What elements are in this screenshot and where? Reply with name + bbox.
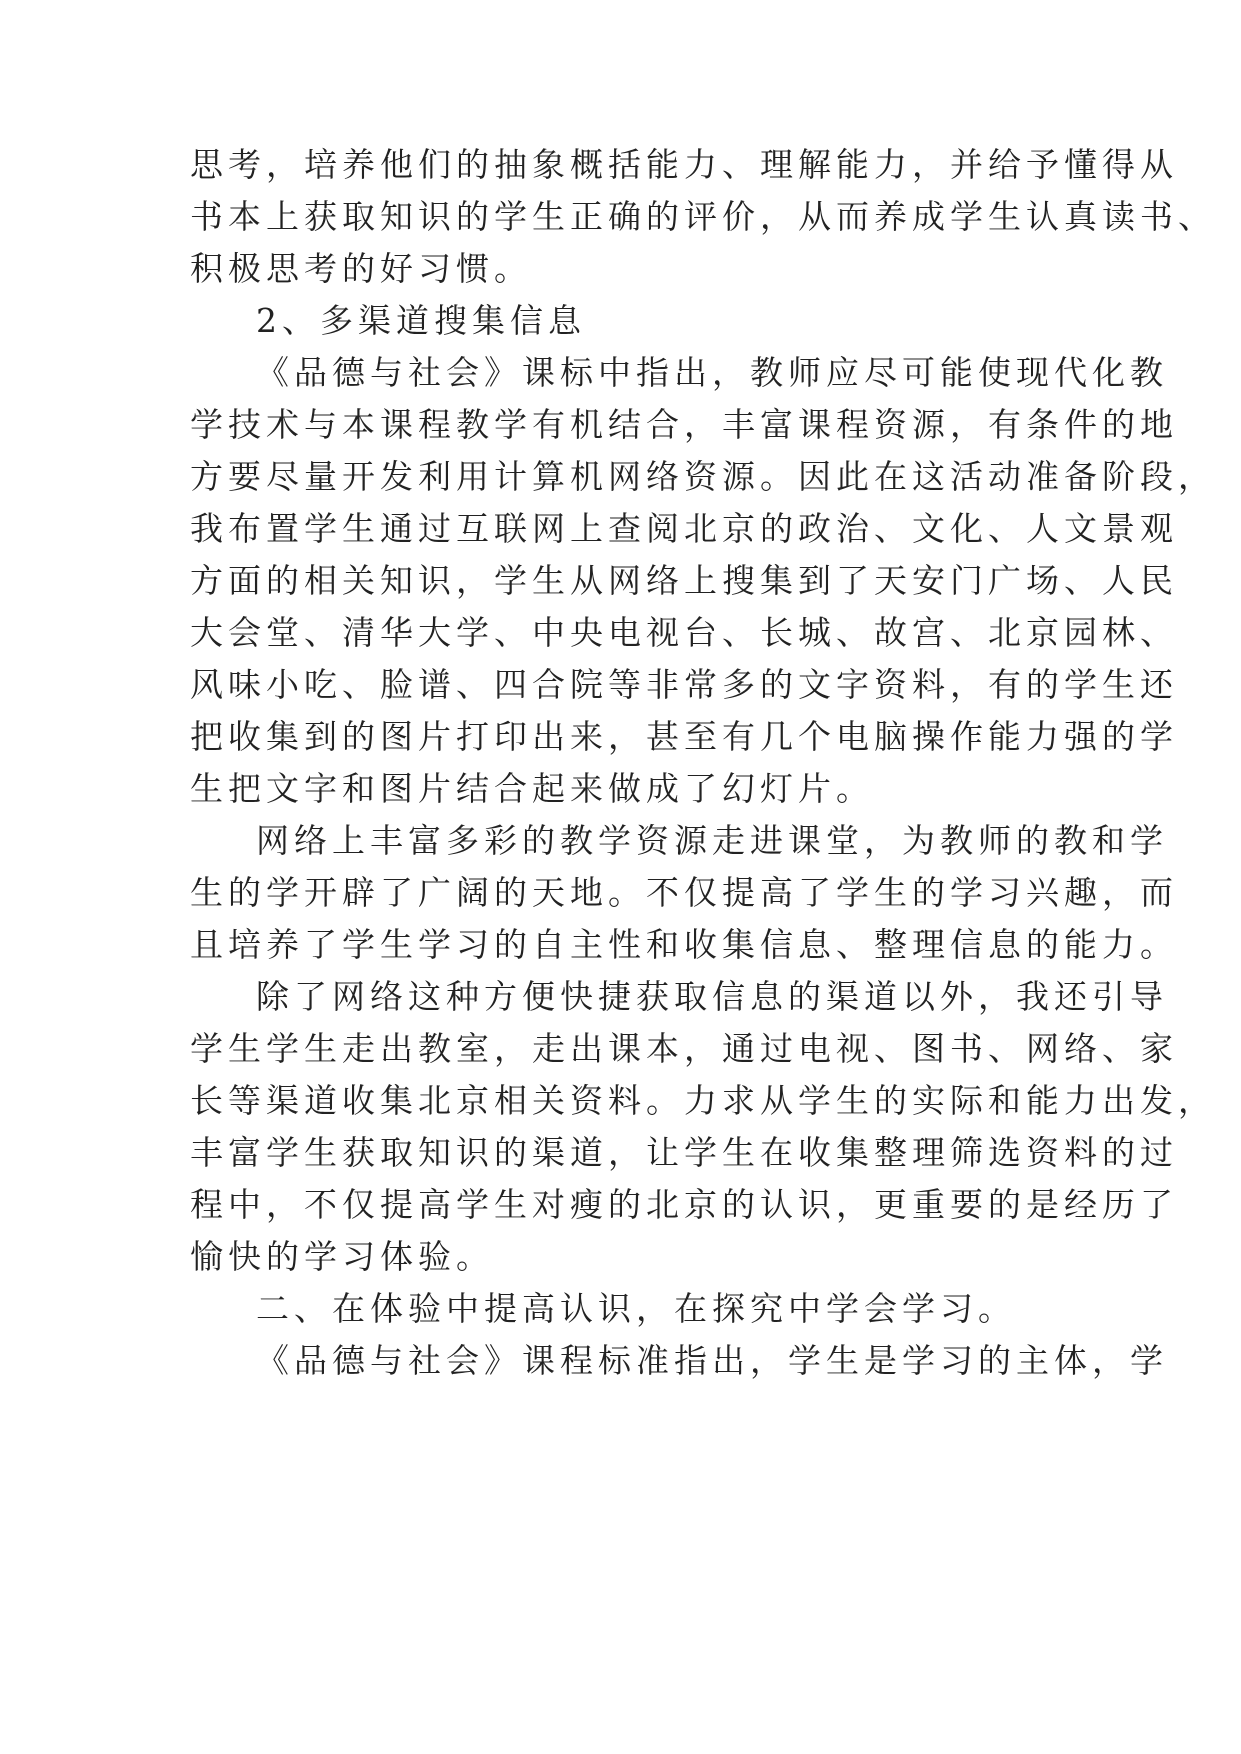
text-line: 我布置学生通过互联网上查阅北京的政治、文化、人文景观	[190, 509, 1178, 548]
text-line: 《品德与社会》课标中指出，教师应尽可能使现代化教	[256, 353, 1168, 392]
section-heading: 2、多渠道搜集信息	[256, 301, 586, 340]
text-line: 除了网络这种方便快捷获取信息的渠道以外，我还引导	[256, 977, 1168, 1016]
text-line: 把收集到的图片打印出来，甚至有几个电脑操作能力强的学	[190, 717, 1178, 756]
text-line: 积极思考的好习惯。	[190, 249, 532, 288]
text-line: 生把文字和图片结合起来做成了幻灯片。	[190, 769, 874, 808]
text-line: 长等渠道收集北京相关资料。力求从学生的实际和能力出发，	[190, 1081, 1216, 1120]
text-line: 程中，不仅提高学生对瘦的北京的认识，更重要的是经历了	[190, 1185, 1178, 1224]
text-line: 且培养了学生学习的自主性和收集信息、整理信息的能力。	[190, 925, 1178, 964]
text-line: 学生学生走出教室，走出课本，通过电视、图书、网络、家	[190, 1029, 1178, 1068]
text-line: 生的学开辟了广阔的天地。不仅提高了学生的学习兴趣，而	[190, 873, 1178, 912]
text-line: 学技术与本课程教学有机结合，丰富课程资源，有条件的地	[190, 405, 1178, 444]
text-line: 丰富学生获取知识的渠道，让学生在收集整理筛选资料的过	[190, 1133, 1178, 1172]
text-line: 愉快的学习体验。	[190, 1237, 494, 1276]
section-heading: 二、在体验中提高认识，在探究中学会学习。	[256, 1289, 1016, 1328]
text-line: 网络上丰富多彩的教学资源走进课堂，为教师的教和学	[256, 821, 1168, 860]
text-line: 《品德与社会》课程标准指出，学生是学习的主体，学	[256, 1341, 1168, 1380]
text-line: 风味小吃、脸谱、四合院等非常多的文字资料，有的学生还	[190, 665, 1178, 704]
text-line: 大会堂、清华大学、中央电视台、长城、故宫、北京园林、	[190, 613, 1178, 652]
text-line: 方要尽量开发利用计算机网络资源。因此在这活动准备阶段，	[190, 457, 1216, 496]
text-line: 书本上获取知识的学生正确的评价，从而养成学生认真读书、	[190, 197, 1216, 236]
text-line: 方面的相关知识，学生从网络上搜集到了天安门广场、人民	[190, 561, 1178, 600]
text-line: 思考，培养他们的抽象概括能力、理解能力，并给予懂得从	[190, 145, 1178, 184]
